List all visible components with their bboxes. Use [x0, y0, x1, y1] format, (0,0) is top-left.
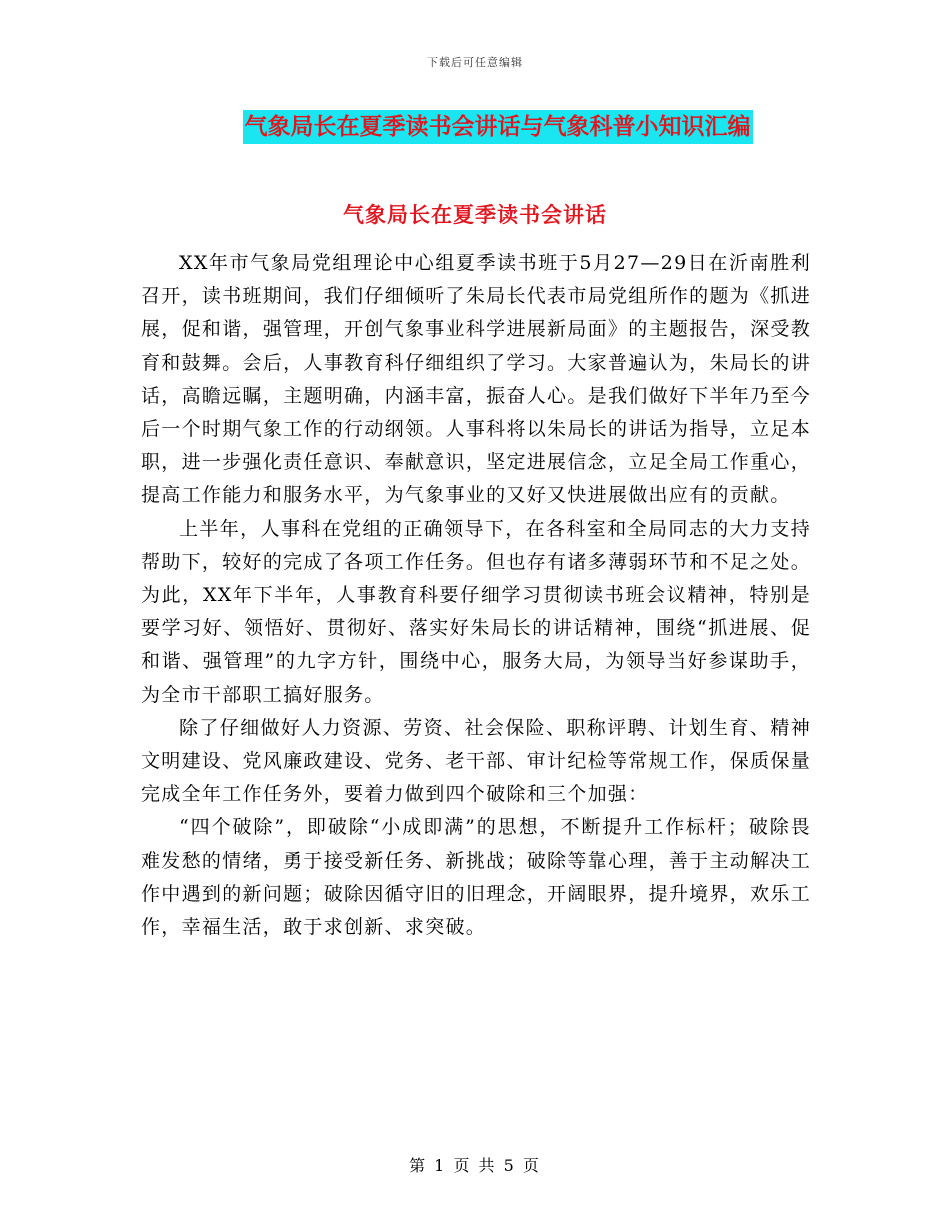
paragraph-2: 上半年，人事科在党组的正确领导下，在各科室和全局同志的大力支持帮助下，较好的完成了各项工作任务。但也存有诸多薄弱环节和不足之处。为此，XX年下半年，人事教育科要仔细学习贯彻读书班会议精神，特别是要学习好、领悟好、贯彻好、落实好朱局长的讲话精神，围绕“抓进展、促和谐、强管理”的九字方针，围绕中心，服务大局，为领导当好参谋助手，为全市干部职工搞好服务。 [141, 517, 811, 706]
main-title: 气象局长在夏季读书会讲话与气象科普小知识汇编 [243, 110, 753, 144]
paragraph-3: 除了仔细做好人力资源、劳资、社会保险、职称评聘、计划生育、精神文明建设、党风廉政建设、党务、老干部、审计纪检等常规工作，保质保量完成全年工作任务外，要着力做到四个破除和三个加强： [141, 716, 811, 806]
document-body [141, 247, 811, 944]
header-note: 下载后可任意编辑 [427, 56, 523, 69]
paragraph-1: XX年市气象局党组理论中心组夏季读书班于5月27—29日在沂南胜利召开，读书班期间，我们仔细倾听了朱局长代表市局党组所作的题为《抓进展，促和谐，强管理，开创气象事业科学进展新局面》的主题报告，深受教育和鼓舞。会后，人事教育科仔细组织了学习。大家普遍认为，朱局长的讲话，高瞻远瞩，主题明确，内涵丰富，振奋人心。是我们做好下半年乃至今后一个时期气象工作的行动纲领。人事科将以朱局长的讲话为指导，立足本职，进一步强化责任意识、奉献意识，坚定进展信念，立足全局工作重心，提高工作能力和服务水平，为气象事业的又好又快进展做出应有的贡献。 [141, 252, 811, 507]
page-footer: 第 1 页 共 5 页 [409, 1156, 541, 1175]
paragraph-4: “四个破除”，即破除“小成即满”的思想，不断提升工作标杆；破除畏难发愁的情绪，勇于接受新任务、新挑战；破除等靠心理，善于主动解决工作中遇到的新问题；破除因循守旧的旧理念，开阔眼界，提升境界，欢乐工作，幸福生活，敢于求创新、求突破。 [141, 816, 811, 939]
section-title: 气象局长在夏季读书会讲话 [343, 202, 607, 227]
main-title-container [0, 110, 950, 144]
